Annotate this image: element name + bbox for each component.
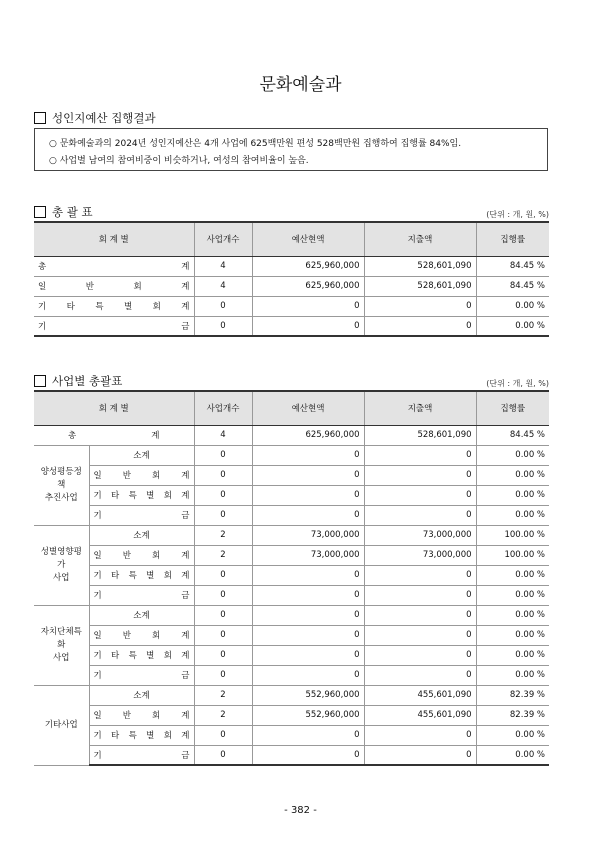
section-title: 성인지예산 집행결과: [52, 111, 156, 125]
count-cell: 2: [194, 545, 252, 565]
budget-cell: 0: [252, 725, 364, 745]
budget-cell: 0: [252, 485, 364, 505]
label-char: 타: [111, 491, 120, 501]
row-label-spread: [38, 300, 190, 312]
rate-cell: 84.45 %: [476, 256, 549, 276]
budget-cell: 0: [252, 505, 364, 525]
label-char: 계: [181, 731, 190, 741]
label-char: 회: [152, 711, 161, 721]
table-row: [34, 745, 549, 765]
label-char: 계: [181, 302, 190, 312]
label-char: 타: [111, 651, 120, 661]
table-row: [34, 256, 549, 276]
rate-cell: 0.00 %: [476, 725, 549, 745]
spent-cell: 0: [364, 645, 476, 665]
label-char: 일: [93, 471, 102, 481]
label-char: 별: [146, 491, 155, 501]
spent-cell: 0: [364, 465, 476, 485]
table-row: [34, 645, 549, 665]
spent-cell: 0: [364, 296, 476, 316]
row-label: [89, 645, 194, 665]
rate-cell: 100.00 %: [476, 545, 549, 565]
table-row: [34, 625, 549, 645]
label-char: 타: [111, 731, 120, 741]
label-char: 별: [146, 731, 155, 741]
page-number: - 382 -: [284, 805, 317, 816]
label-char: 일: [93, 631, 102, 641]
row-label: 소계: [89, 525, 194, 545]
label-char: 계: [151, 431, 160, 441]
row-label: [34, 256, 194, 276]
spent-cell: 73,000,000: [364, 545, 476, 565]
row-label: [34, 296, 194, 316]
header-row: [34, 222, 549, 256]
table-row: [34, 525, 549, 545]
section-title: 총 괄 표: [52, 205, 93, 219]
row-label-spread: [38, 260, 190, 272]
label-char: 별: [123, 302, 133, 312]
rate-cell: 0.00 %: [476, 565, 549, 585]
label-char: 기: [93, 651, 102, 661]
label-char: 계: [181, 571, 190, 581]
label-char: 기: [38, 321, 47, 332]
budget-cell: 552,960,000: [252, 685, 364, 705]
spent-cell: 528,601,090: [364, 256, 476, 276]
budget-cell: 0: [252, 296, 364, 316]
row-label-spread: [94, 709, 190, 721]
overview-table: [34, 221, 549, 337]
table-row: [34, 296, 549, 316]
label-char: 반: [122, 631, 131, 641]
table-row: [34, 505, 549, 525]
table-row: [34, 485, 549, 505]
label-char: 금: [181, 321, 190, 332]
rate-cell: 82.39 %: [476, 705, 549, 725]
label-char: 타: [111, 571, 120, 581]
label-char: 금: [181, 511, 190, 521]
table-row: [34, 316, 549, 336]
label-char: 일: [93, 711, 102, 721]
table-row: [34, 685, 549, 705]
rate-cell: 0.00 %: [476, 745, 549, 765]
column-header: 예산현액: [252, 391, 364, 425]
rate-cell: 0.00 %: [476, 445, 549, 465]
spent-cell: 0: [364, 625, 476, 645]
project-name: 양성평등정책 추진사업: [34, 445, 89, 525]
column-header: 사업개수: [194, 222, 252, 256]
count-cell: 0: [194, 645, 252, 665]
table-row: [34, 445, 549, 465]
budget-cell: 625,960,000: [252, 425, 364, 445]
row-label: [89, 725, 194, 745]
spent-cell: 0: [364, 745, 476, 765]
count-cell: 0: [194, 745, 252, 765]
spent-cell: 0: [364, 725, 476, 745]
count-cell: 4: [194, 276, 252, 296]
spent-cell: 0: [364, 445, 476, 465]
column-header: 회 계 별: [34, 391, 194, 425]
budget-cell: 73,000,000: [252, 545, 364, 565]
label-char: 일: [93, 551, 102, 561]
row-label: [34, 425, 194, 445]
rate-cell: 0.00 %: [476, 645, 549, 665]
row-label: [89, 665, 194, 685]
label-char: 회: [163, 651, 172, 661]
label-char: 반: [122, 551, 131, 561]
budget-cell: 0: [252, 585, 364, 605]
row-label-spread: [94, 629, 190, 641]
count-cell: 0: [194, 725, 252, 745]
row-label-spread: [94, 589, 190, 601]
count-cell: 0: [194, 485, 252, 505]
checkbox-square-icon: [34, 206, 46, 218]
row-label: [89, 545, 194, 565]
budget-cell: 625,960,000: [252, 256, 364, 276]
row-label-spread: [94, 729, 190, 741]
rate-cell: 0.00 %: [476, 316, 549, 336]
label-char: 기: [93, 491, 102, 501]
count-cell: 0: [194, 565, 252, 585]
project-name: 성별영향평가 사업: [34, 525, 89, 605]
project-table: [34, 390, 549, 766]
row-label: [89, 625, 194, 645]
column-header: 지출액: [364, 391, 476, 425]
rate-cell: 0.00 %: [476, 505, 549, 525]
label-char: 계: [181, 711, 190, 721]
count-cell: 0: [194, 316, 252, 336]
rate-cell: 0.00 %: [476, 605, 549, 625]
spent-cell: 0: [364, 316, 476, 336]
row-label: [89, 505, 194, 525]
label-char: 계: [181, 262, 190, 272]
rate-cell: 0.00 %: [476, 665, 549, 685]
count-cell: 0: [194, 465, 252, 485]
label-char: 특: [128, 731, 137, 741]
label-char: 기: [93, 511, 102, 521]
spent-cell: 528,601,090: [364, 276, 476, 296]
spent-cell: 528,601,090: [364, 425, 476, 445]
spent-cell: 0: [364, 665, 476, 685]
budget-cell: 0: [252, 316, 364, 336]
spent-cell: 0: [364, 505, 476, 525]
table-row: [34, 665, 549, 685]
spent-cell: 455,601,090: [364, 685, 476, 705]
spent-cell: 0: [364, 565, 476, 585]
label-char: 회: [163, 491, 172, 501]
project-name: 기타사업: [34, 685, 89, 765]
column-header: 지출액: [364, 222, 476, 256]
label-char: 반: [122, 471, 131, 481]
label-char: 기: [93, 591, 102, 601]
row-label-spread: [94, 749, 190, 761]
label-char: 회: [133, 282, 142, 292]
section-heading-by-project: [34, 373, 122, 389]
row-label: 소계: [89, 685, 194, 705]
rate-cell: 82.39 %: [476, 685, 549, 705]
page-title: 문화예술과: [259, 75, 342, 95]
unit-note: (단위 : 개, 원, %): [486, 379, 549, 388]
rate-cell: 0.00 %: [476, 585, 549, 605]
label-char: 반: [122, 711, 131, 721]
label-char: 계: [181, 471, 190, 481]
row-label-spread: [38, 280, 190, 292]
table-row: [34, 465, 549, 485]
header-row: [34, 391, 549, 425]
label-char: 타: [66, 302, 75, 312]
budget-cell: 0: [252, 645, 364, 665]
row-label: 소계: [89, 605, 194, 625]
label-char: 기: [93, 671, 102, 681]
row-label-spread: [94, 489, 190, 501]
row-label: [89, 705, 194, 725]
budget-cell: 0: [252, 605, 364, 625]
label-char: 반: [85, 282, 94, 292]
label-char: 계: [181, 551, 190, 561]
rate-cell: 84.45 %: [476, 425, 549, 445]
label-char: 회: [152, 302, 161, 312]
count-cell: 0: [194, 505, 252, 525]
label-char: 총: [38, 262, 47, 272]
row-label-spread: [94, 649, 190, 661]
row-label-spread: [94, 549, 190, 561]
label-char: 회: [163, 731, 172, 741]
column-header: 예산현액: [252, 222, 364, 256]
project-name: 자치단체특화 사업: [34, 605, 89, 685]
label-char: 별: [146, 651, 155, 661]
label-char: 기: [38, 302, 47, 312]
label-char: 회: [163, 571, 172, 581]
budget-cell: 73,000,000: [252, 525, 364, 545]
budget-cell: 0: [252, 445, 364, 465]
count-cell: 2: [194, 705, 252, 725]
count-cell: 2: [194, 525, 252, 545]
label-char: 계: [181, 651, 190, 661]
label-char: 별: [146, 571, 155, 581]
label-char: 금: [181, 591, 190, 601]
label-char: 특: [128, 651, 137, 661]
count-cell: 2: [194, 685, 252, 705]
rate-cell: 0.00 %: [476, 465, 549, 485]
table-row: [34, 545, 549, 565]
row-label: [89, 585, 194, 605]
row-label: [34, 316, 194, 336]
label-char: 기: [93, 750, 102, 761]
budget-cell: 0: [252, 745, 364, 765]
budget-cell: 552,960,000: [252, 705, 364, 725]
rate-cell: 0.00 %: [476, 485, 549, 505]
label-char: 계: [181, 631, 190, 641]
spent-cell: 73,000,000: [364, 525, 476, 545]
label-char: 특: [95, 302, 104, 312]
count-cell: 0: [194, 605, 252, 625]
label-char: 일: [38, 282, 47, 292]
label-char: 기: [93, 571, 102, 581]
count-cell: 0: [194, 625, 252, 645]
row-label-spread: [94, 469, 190, 481]
count-cell: 4: [194, 256, 252, 276]
row-label-spread: [94, 669, 190, 681]
label-char: 회: [152, 551, 161, 561]
budget-cell: 0: [252, 465, 364, 485]
label-char: 기: [93, 731, 102, 741]
spent-cell: 455,601,090: [364, 705, 476, 725]
table-row: [34, 725, 549, 745]
row-label: 소계: [89, 445, 194, 465]
summary-line-1: ○ 문화예술과의 2024년 성인지예산은 4개 사업에 625백만원 편성 528백만원 집행하여 집행률 84%임.: [49, 139, 462, 149]
rate-cell: 84.45 %: [476, 276, 549, 296]
row-label-spread: [94, 569, 190, 581]
row-label-spread: [94, 509, 190, 521]
rate-cell: 0.00 %: [476, 296, 549, 316]
table-row: [34, 705, 549, 725]
budget-cell: 625,960,000: [252, 276, 364, 296]
row-label: [89, 565, 194, 585]
budget-cell: 0: [252, 625, 364, 645]
count-cell: 4: [194, 425, 252, 445]
budget-cell: 0: [252, 565, 364, 585]
spent-cell: 0: [364, 605, 476, 625]
summary-box: [34, 128, 548, 171]
label-char: 계: [181, 491, 190, 501]
label-char: 금: [181, 671, 190, 681]
budget-cell: 0: [252, 665, 364, 685]
count-cell: 0: [194, 445, 252, 465]
column-header: 회 계 별: [34, 222, 194, 256]
checkbox-square-icon: [34, 375, 46, 387]
rate-cell: 100.00 %: [476, 525, 549, 545]
summary-line-2: ○ 사업별 남여의 참여비중이 비슷하거나, 여성의 참여비율이 높음.: [49, 156, 309, 166]
section-heading-overview: [34, 204, 93, 220]
row-label: [89, 465, 194, 485]
table-row: [34, 585, 549, 605]
row-label-spread: [38, 429, 190, 441]
count-cell: 0: [194, 585, 252, 605]
rate-cell: 0.00 %: [476, 625, 549, 645]
label-char: 총: [68, 431, 77, 441]
label-char: 회: [152, 631, 161, 641]
table-row: [34, 605, 549, 625]
row-label: [34, 276, 194, 296]
label-char: 회: [152, 471, 161, 481]
row-label-spread: [38, 320, 190, 332]
spent-cell: 0: [364, 585, 476, 605]
table-row: [34, 565, 549, 585]
label-char: 금: [181, 750, 190, 761]
count-cell: 0: [194, 665, 252, 685]
section-heading-gender-budget: [34, 110, 156, 126]
table-row: [34, 276, 549, 296]
row-label: [89, 745, 194, 765]
label-char: 특: [128, 491, 137, 501]
row-label: [89, 485, 194, 505]
spent-cell: 0: [364, 485, 476, 505]
column-header: 집행률: [476, 391, 549, 425]
checkbox-square-icon: [34, 112, 46, 124]
count-cell: 0: [194, 296, 252, 316]
section-title: 사업별 총괄표: [52, 374, 123, 388]
column-header: 집행률: [476, 222, 549, 256]
unit-note: (단위 : 개, 원, %): [486, 210, 549, 219]
column-header: 사업개수: [194, 391, 252, 425]
label-char: 계: [181, 282, 190, 292]
label-char: 특: [128, 571, 137, 581]
total-row: [34, 425, 549, 445]
